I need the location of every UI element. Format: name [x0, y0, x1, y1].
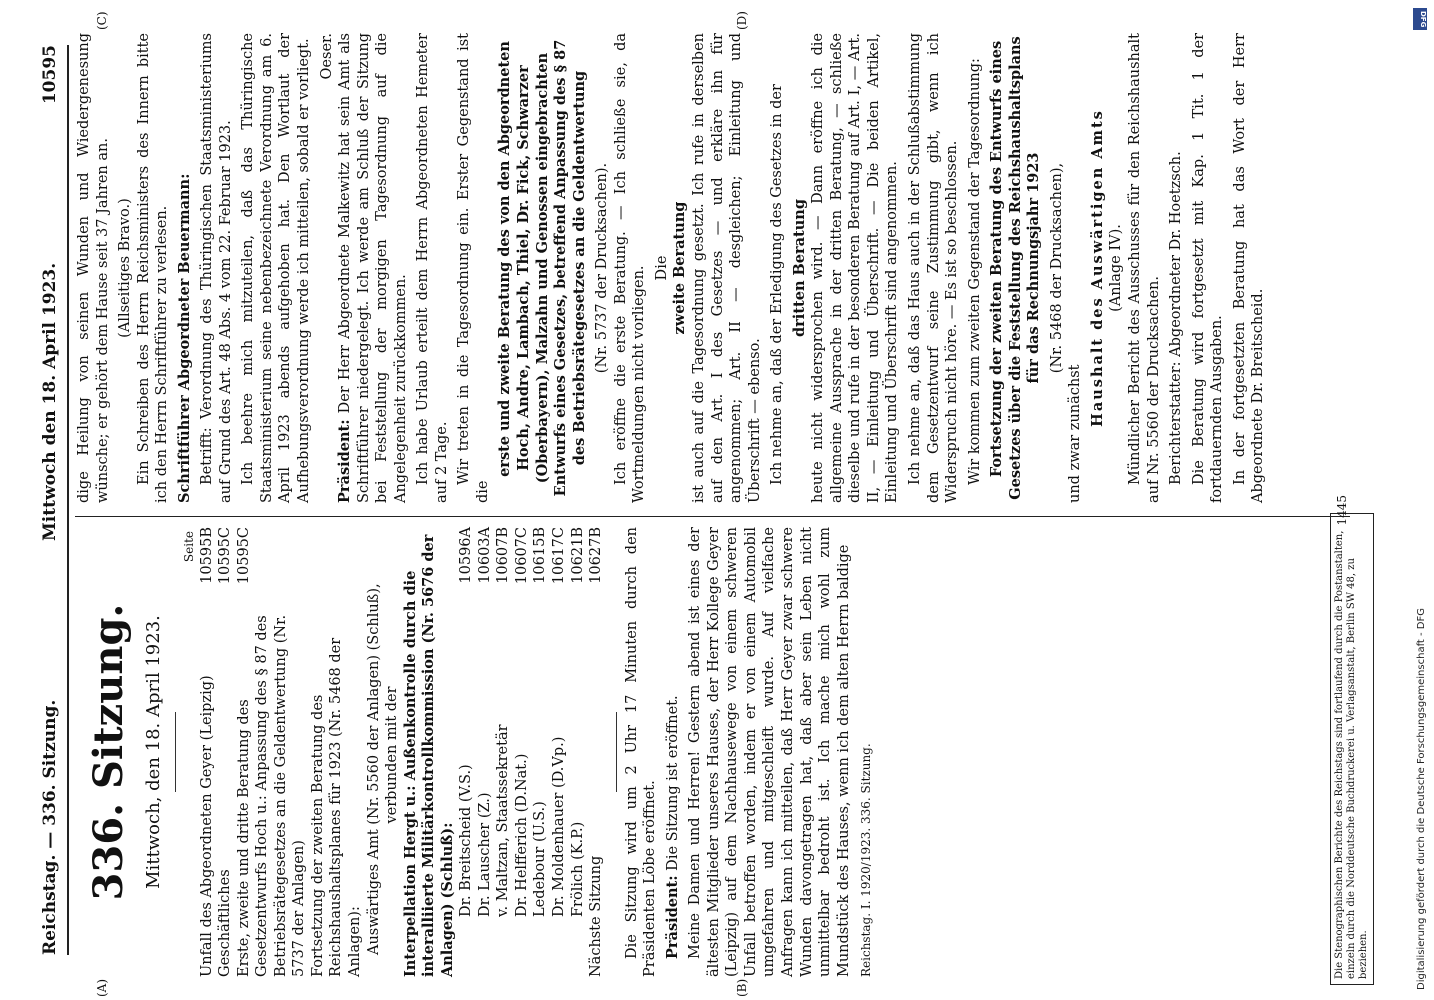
paragraph: Wir kommen zum zweiten Gegenstand der Tagesordnung:	[966, 58, 983, 485]
paragraph: Ich habe Urlaub erteilt dem Herrn Abgeordneten Hemeter auf 2 Tage.	[415, 33, 450, 503]
toc-text: Unfall des Abgeordneten Geyer (Leipzig)	[198, 675, 215, 977]
toc-row	[383, 527, 402, 977]
seite-label: Seite	[182, 531, 197, 563]
president-opening-text: Die Sitzung ist eröffnet.	[664, 695, 681, 871]
speaker-page: 10596A	[458, 527, 475, 584]
toc-row	[235, 527, 309, 977]
margin-letter-a: (A)	[95, 978, 109, 997]
digitization-credit	[1410, 0, 1434, 1000]
credit-text: Digitalisierung gefördert durch die Deutsche Forschungsgemeinschaft - DFG	[1416, 607, 1427, 990]
paragraph: dige Heilung von seinen Wunden und Wiedergenesung wünsche; er gehört dem Hause seit 37 Jahren an.	[76, 33, 111, 503]
agenda-item: erste und zweite Beratung des von den Abgeordneten Hoch, Andre, Lambach, Thiel, Dr. Fick, Schwarzer (Oberbayern), Malzahn und Genossen eingebrachten Entwurfs eines Gesetzes, betreffend Anpassung des § 87 des Betriebsrätegesetzes an die Geldentwertung	[496, 39, 588, 497]
document-sheet	[35, 11, 1390, 997]
header-rule	[67, 45, 69, 955]
toc-text: Interpellation Hergt u.: Außenkontrolle durch die interalliierte Militärkontrollkommission (Nr. 5676 der Anlagen) (Schluß):	[401, 534, 456, 977]
secretary-label: Schriftführer Abgeordneter Beuermann:	[175, 173, 193, 503]
president-statement	[336, 33, 410, 503]
speaker-page: 10607C	[513, 527, 530, 585]
subheading: Die	[653, 255, 670, 281]
header-center: Mittwoch den 18. April 1923.	[40, 262, 60, 542]
header-page-number: 10595	[40, 45, 60, 105]
speaker-page: 10603A	[476, 527, 493, 584]
toc-text: Geschäftliches	[217, 869, 234, 977]
agenda-item: Fortsetzung der zweiten Beratung des Entwurfs eines Gesetzes über die Feststellung des Reichshaushaltsplans für das Rechnungsjahr 1923	[988, 36, 1043, 500]
toc-page: 10595C	[217, 527, 234, 585]
speaker-page: 10615B	[532, 527, 549, 584]
margin-letter-c: (C)	[95, 11, 109, 30]
running-header	[35, 45, 65, 955]
speaker-name: v. Maltzan, Staatssekretär	[495, 724, 512, 917]
president-label: Präsident:	[663, 875, 681, 959]
annex-ref: (Anlage IV).	[1108, 224, 1125, 312]
president-statement-text: Der Herr Abgeordnete Malkewitz hat sein Amt als Schriftführer niedergelegt. Ich werde am Schluß der Sitzung bei Feststellung der morgigen Tagesordnung auf die Angelegenheit zurückkommen.	[337, 33, 409, 503]
speaker-row	[550, 527, 569, 977]
paragraph: heute nicht widersprochen wird. — Dann eröffne ich die allgemeine Aussprache in der dritten Beratung, — schließe dieselbe und rufe in der besonderen Beratung auf Art. I, — Art. II, — Einleitung und Überschrift. — Die beiden Artikel, Einleitung und Überschrift sind angenommen.	[810, 33, 901, 503]
speaker-name: Dr. Moldenhauer (D.Vp.)	[550, 736, 567, 917]
paragraph: und zwar zunächst	[1067, 364, 1084, 503]
speaker-name: Dr. Helfferich (D.Nat.)	[513, 753, 530, 917]
left-column	[75, 527, 1350, 977]
next-session-row	[587, 527, 606, 977]
signature: Oeser.	[318, 33, 335, 80]
speaker-name: Frölich (K.P.)	[569, 821, 586, 917]
paragraph: Ich eröffne die erste Beratung. — Ich schließe sie, da Wortmeldungen nicht vorliegen.	[612, 33, 648, 503]
toc-text: verbunden mit der	[384, 686, 401, 824]
paragraph: Ich nehme an, daß der Erledigung des Gesetzes in der	[769, 84, 786, 485]
paragraph: Betrifft: Verordnung des Thüringischen Staatsministeriums auf Grund des Art. 48 Abs. 4 vom 22. Februar 1923.	[199, 33, 234, 503]
president-label: Präsident:	[336, 419, 354, 503]
toc-row	[365, 527, 384, 977]
speaker-row	[476, 527, 495, 977]
dfg-logo-icon: DFG	[1413, 8, 1427, 30]
subheading: dritten Beratung	[790, 199, 808, 337]
speaker-page: 10617C	[550, 527, 567, 585]
next-session-page: 10627B	[588, 527, 605, 584]
agenda-item-ref: (Nr. 5737 der Drucksachen).	[594, 162, 611, 374]
toc-text: Erste, zweite und dritte Beratung des Gesetzentwurfs Hoch u.: Anpassung des § 87 des Betriebsrätegesetzes an die Geldentwertung (Nr. 5737 der Anlagen)	[235, 614, 308, 977]
speaker-row	[531, 527, 550, 977]
margin-letter-b: (B)	[735, 978, 749, 997]
speaker-name: Dr. Lauscher (Z.)	[476, 792, 493, 917]
toc-text: Auswärtiges Amt (Nr. 5560 der Anlagen) (Schluß),	[365, 583, 382, 955]
print-number: 1445	[1335, 495, 1349, 526]
column-divider	[75, 516, 1350, 517]
president-speech: Meine Damen und Herren! Gestern abend ist eines der ältesten Mitglieder unseres Hauses, der Herr Kollege Geyer (Leipzig) auf dem Nachhausewege von einem schweren Unfall betroffen worden, indem er von einem Automobil umgefahren und mitgeschleift wurde. Auf vielfache Anfragen kann ich mitteilen, daß Herr Geyer zwar schwere Wunden davongetragen hat, daß aber sein Leben nicht unmittelbar bedroht ist. Ich mache mich wohl zum Mundstück des Hauses, wenn ich dem alten Herrn baldige	[687, 527, 852, 977]
next-session-text: Nächste Sitzung	[588, 855, 605, 977]
president-opening	[664, 527, 683, 977]
paragraph: Berichterstatter: Abgeordneter Dr. Hoetzsch.	[1168, 151, 1185, 485]
paragraph: Die Beratung wird fortgesetzt mit Kap. 1 Tit. 1 der fortdauernden Ausgaben.	[1190, 33, 1226, 503]
toc-page: 10595B	[198, 527, 215, 584]
session-date: Mittwoch, den 18. April 1923.	[143, 615, 165, 889]
subheading: zweite Beratung	[671, 201, 689, 335]
paragraph: Mündlicher Bericht des Ausschusses für den Reichshaushalt auf Nr. 5560 der Drucksachen.	[1126, 33, 1162, 503]
speaker-page: 10621B	[569, 527, 586, 584]
title-rule	[175, 712, 176, 792]
agenda-item-ref: (Nr. 5468 der Drucksachen),	[1048, 162, 1065, 374]
speaker-row	[457, 527, 476, 977]
toc-row	[198, 527, 217, 977]
right-column	[75, 33, 1350, 503]
speaker-name: Dr. Breitscheid (V.S.)	[458, 764, 475, 917]
header-left: Reichstag. — 336. Sitzung.	[40, 699, 60, 955]
speaker-row	[569, 527, 588, 977]
toc-row	[402, 527, 458, 977]
paragraph: In der fortgesetzten Beratung hat das Wort der Herr Abgeordnete Dr. Breitscheid.	[1231, 33, 1267, 503]
speaker-row	[494, 527, 513, 977]
subheading: Haushalt des Auswärtigen Amts	[1088, 109, 1106, 427]
speaker-page: 10607B	[495, 527, 512, 584]
session-title: 336. Sitzung.	[85, 603, 132, 901]
applause-note: (Allseitiges Bravo.)	[117, 198, 134, 338]
paragraph: Ich nehme an, daß das Haus auch in der Schlußabstimmung dem Gesetzentwurf seine Zustimmung gibt, wenn ich Widerspruch nicht höre. — Es ist so beschlossen.	[906, 33, 961, 503]
paragraph: Wir treten in die Tagesordnung ein. Erster Gegenstand ist die	[456, 33, 491, 503]
footnote-box: Die Stenographischen Berichte des Reichstags sind fortlaufend durch die Postanstalten, einzeln durch die Norddeutsche Buchdruckerei u. Verlagsanstalt, Berlin SW 48, zu beziehen.	[1330, 513, 1374, 985]
toc-row	[216, 527, 235, 977]
paragraph: ist auch auf die Tagesordnung gesetzt. Ich rufe in derselben auf den Art. I des Gesetzes — und erkläre ihn für angenommen; Art. II — desgleichen; Einleitung und Überschrift — ebenso.	[690, 33, 763, 503]
speaker-name: Ledebour (U.S.)	[532, 801, 549, 917]
opening-paragraph: Die Sitzung wird um 2 Uhr 17 Minuten durch den Präsidenten Löbe eröffnet.	[623, 527, 659, 977]
paragraph: Ich beehre mich mitzuteilen, daß das Thüringische Staatsministerium seine nebenbezeichnete Verordnung am 6. April 1923 abends aufgehoben hat. Den Wortlaut der Aufhebungsverordnung werde ich mitteilen, sobald er vorliegt.	[240, 33, 313, 503]
margin-letter-d: (D)	[735, 11, 749, 30]
footer-line: Reichstag. I. 1920/1923. 336. Sitzung.	[859, 743, 874, 977]
toc-text: Fortsetzung der zweiten Beratung des Reichshaushaltsplanes für 1923 (Nr. 5468 der Anlagen):	[309, 637, 363, 977]
speaker-row	[513, 527, 532, 977]
paragraph: Ein Schreiben des Herrn Reichsministers des Innern bitte ich den Herrn Schriftführer zu verlesen.	[135, 33, 171, 503]
toc-row	[309, 527, 365, 977]
toc-page: 10595C	[235, 527, 252, 585]
section-rule	[616, 712, 617, 792]
